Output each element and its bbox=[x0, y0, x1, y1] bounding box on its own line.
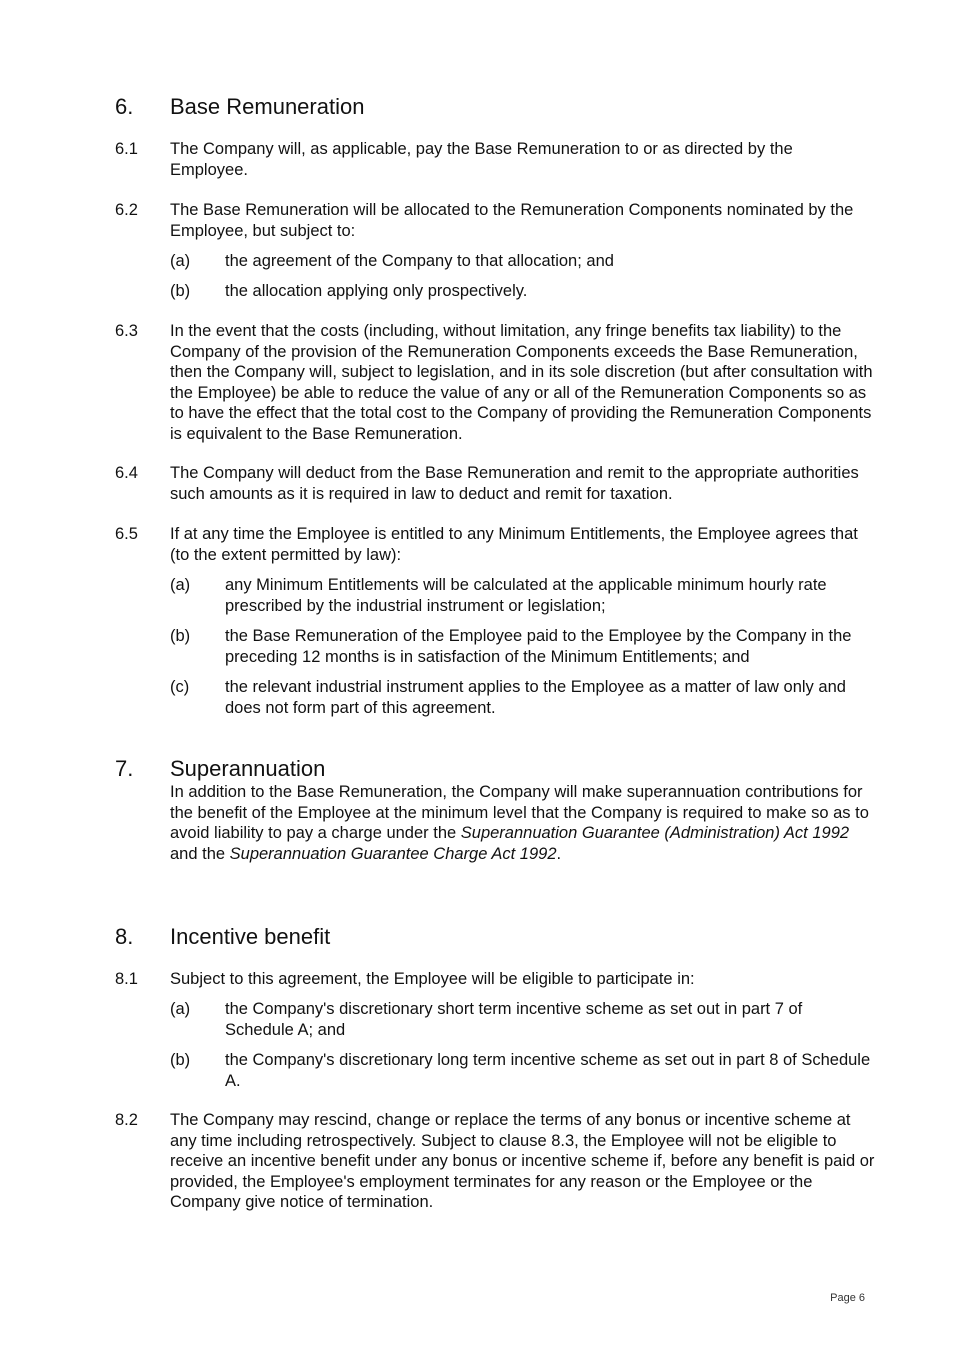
sub-text: the relevant industrial instrument applies to the Employee as a matter of law only and does not form part of this agreement. bbox=[225, 678, 846, 717]
page-number: Page 6 bbox=[830, 1292, 865, 1304]
clause-number: 8.1 bbox=[115, 970, 138, 988]
clause-6-5-b bbox=[170, 626, 875, 667]
act-title: Superannuation Guarantee (Administration) Act 1992 bbox=[460, 824, 850, 843]
sub-text: the Base Remuneration of the Employee paid to the Employee by the Company in the preceding 12 months is in satisfaction of the Minimum Entitlements; and bbox=[225, 627, 852, 666]
clause-8-1-a bbox=[170, 999, 875, 1040]
sub-label: (b) bbox=[170, 627, 191, 645]
clause-8-2 bbox=[115, 1110, 875, 1213]
clause-6-4 bbox=[115, 463, 875, 504]
sub-text: the Company's discretionary long term incentive scheme as set out in part 8 of Schedule A. bbox=[225, 1051, 871, 1090]
clause-text: The Company may rescind, change or replace the terms of any bonus or incentive scheme at any time including retrospectively. Subject to clause 8.3, the Employee will not be eligible to receive an incentive benefit under any bonus or incentive scheme if, before any benefit is paid or provided, the Employee's employment terminates for any reason or the Employee or the Company give notice of termination. bbox=[170, 1111, 875, 1212]
clause-text: The Base Remuneration will be allocated to the Remuneration Components nominated by the Employee, but subject to: bbox=[170, 201, 854, 240]
section-title: Superannuation bbox=[170, 756, 326, 781]
clause-number: 6.4 bbox=[115, 464, 138, 482]
clause-6-5-a bbox=[170, 575, 875, 616]
section-7-paragraph bbox=[170, 782, 870, 864]
clause-number: 6.2 bbox=[115, 201, 138, 219]
sub-label: (c) bbox=[170, 678, 190, 696]
act-title: Superannuation Guarantee Charge Act 1992 bbox=[229, 844, 557, 863]
clause-text: Subject to this agreement, the Employee will be eligible to participate in: bbox=[170, 970, 695, 988]
section-number: 6. bbox=[115, 94, 134, 119]
clause-8-1-b bbox=[170, 1050, 875, 1091]
para-text: . bbox=[556, 844, 562, 863]
sub-label: (a) bbox=[170, 576, 191, 594]
clause-6-5-c bbox=[170, 677, 875, 718]
clause-6-2 bbox=[115, 200, 875, 241]
clause-6-1 bbox=[115, 139, 875, 180]
clause-text: In the event that the costs (including, without limitation, any fringe benefits tax liability) to the Company of the provision of the Remuneration Components exceeds the Base Remuneration, then the Company will, subject to legislation, and in its sole discretion (but after consultation with the Employee) be able to reduce the value of any or all of the Remuneration Components so as to have the effect that the total cost to the Company of providing the Remuneration Components is equivalent to the Base Remuneration. bbox=[170, 322, 873, 443]
para-text: and the bbox=[170, 844, 230, 863]
clause-number: 6.5 bbox=[115, 525, 138, 543]
clause-text: If at any time the Employee is entitled to any Minimum Entitlements, the Employee agrees that (to the extent permitted by law): bbox=[170, 525, 858, 564]
section-title: Incentive benefit bbox=[170, 924, 331, 949]
sub-label: (a) bbox=[170, 1000, 191, 1018]
sub-label: (b) bbox=[170, 282, 191, 300]
section-title: Base Remuneration bbox=[170, 94, 365, 119]
para-text: In addition to the Base Remuneration, the Company will make superannuation contributions for the benefit of the Employee at the minimum level that the Company is required to make so as to avoid liability to pay a charge under the bbox=[170, 783, 869, 843]
sub-text: any Minimum Entitlements will be calculated at the applicable minimum hourly rate prescribed by the industrial instrument or legislation; bbox=[225, 576, 827, 615]
section-number: 8. bbox=[115, 924, 134, 949]
sub-text: the agreement of the Company to that allocation; and bbox=[225, 252, 614, 270]
clause-number: 6.1 bbox=[115, 140, 138, 158]
clause-6-3 bbox=[115, 321, 875, 445]
sub-text: the allocation applying only prospectively. bbox=[225, 282, 528, 300]
sub-label: (a) bbox=[170, 252, 191, 270]
clause-6-2-a bbox=[170, 251, 875, 272]
sub-text: the Company's discretionary short term incentive scheme as set out in part 7 of Schedule A; and bbox=[225, 1000, 803, 1039]
clause-6-5 bbox=[115, 524, 875, 565]
clause-number: 8.2 bbox=[115, 1111, 138, 1129]
section-number: 7. bbox=[115, 756, 134, 781]
clause-6-2-b bbox=[170, 281, 875, 302]
clause-text: The Company will deduct from the Base Remuneration and remit to the appropriate authorities such amounts as it is required in law to deduct and remit for taxation. bbox=[170, 464, 859, 503]
clause-number: 6.3 bbox=[115, 322, 138, 340]
sub-label: (b) bbox=[170, 1051, 191, 1069]
clause-text: The Company will, as applicable, pay the Base Remuneration to or as directed by the Employee. bbox=[170, 140, 793, 179]
clause-8-1 bbox=[115, 969, 875, 990]
